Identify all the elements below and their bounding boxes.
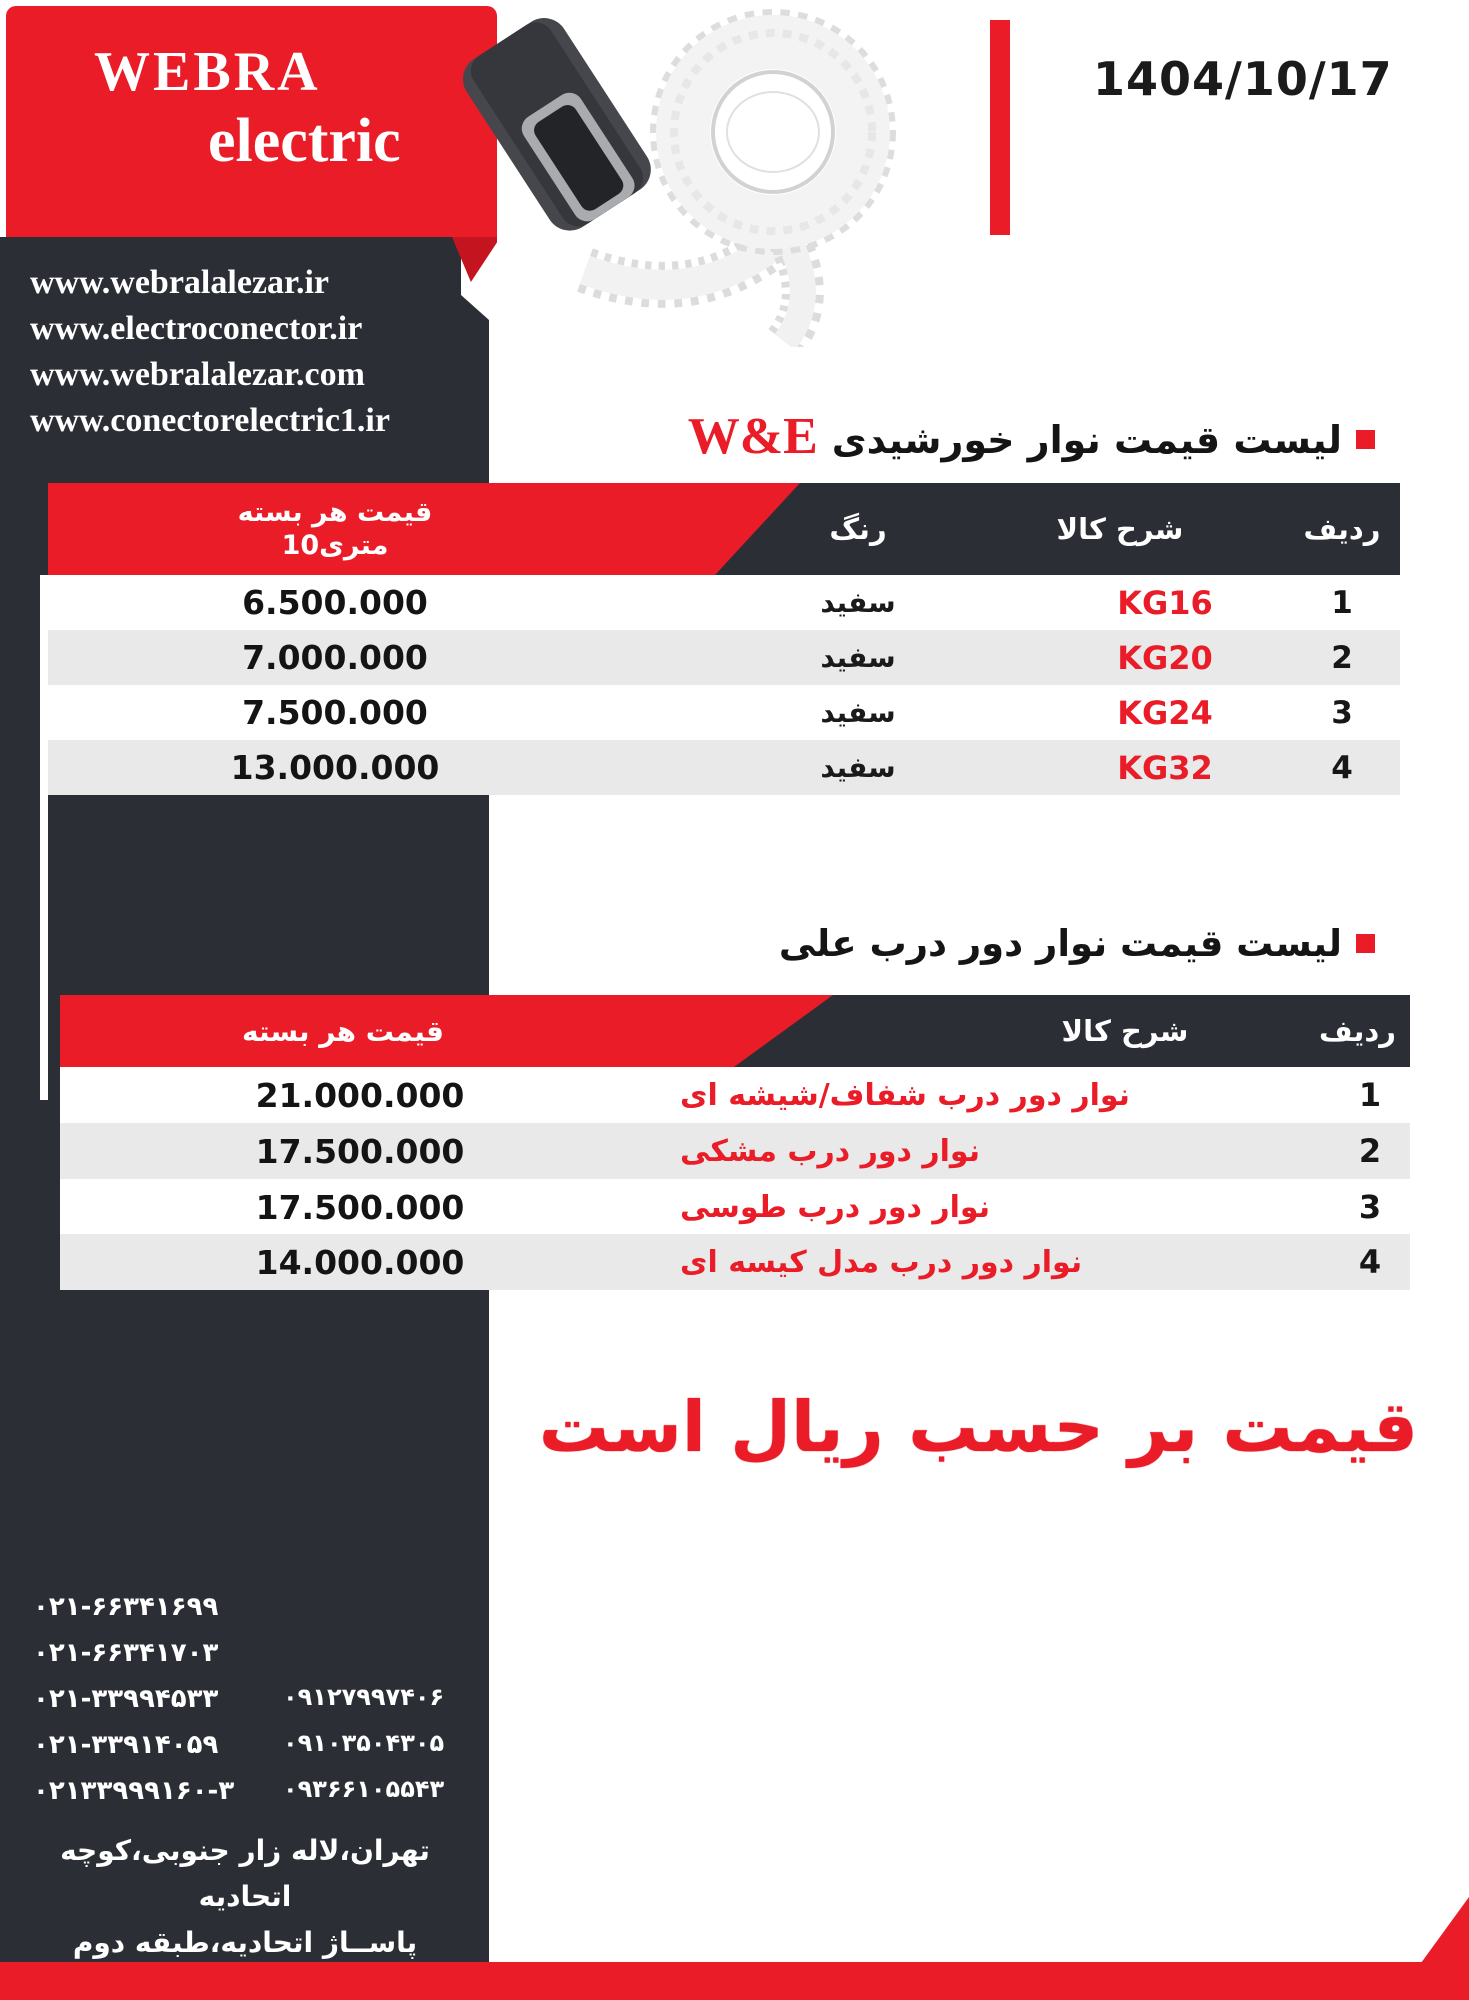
- row-number: 1: [1331, 584, 1353, 621]
- row-desc: KG24: [1117, 693, 1213, 732]
- bottom-red-corner: [1421, 1897, 1469, 1963]
- row-desc: KG16: [1117, 583, 1213, 622]
- table2-header: [60, 995, 1410, 1067]
- website-list: [30, 260, 460, 444]
- website-item: www.webralalezar.com: [30, 356, 365, 393]
- row-color: سفید: [820, 586, 896, 619]
- row-desc: نوار دور درب طوسی: [680, 1189, 991, 1225]
- ribbon-divider-line: [40, 575, 48, 1100]
- landline-list: [33, 1584, 234, 1814]
- table1-header: [48, 483, 1400, 575]
- row-number: 3: [1358, 1188, 1382, 1226]
- row-number: 2: [1331, 639, 1353, 676]
- table1-col-row: ردیف: [1303, 512, 1381, 546]
- table1-col-color: رنگ: [829, 512, 887, 546]
- row-desc: نوار دور درب مدل کیسه ای: [680, 1244, 1083, 1280]
- section2-title-fa: لیست قیمت نوار دور درب علی: [778, 922, 1342, 965]
- row-number: 4: [1331, 749, 1353, 786]
- table-row: [48, 630, 1400, 685]
- rial-notice: قیمت بر حسب ریال است: [538, 1386, 1418, 1468]
- website-item: www.conectorelectric1.ir: [30, 402, 390, 439]
- bullet-icon: [1356, 430, 1375, 449]
- row-price: 13.000.000: [230, 748, 440, 787]
- date: 1404/10/17: [1093, 52, 1393, 106]
- row-price: 17.500.000: [255, 1131, 465, 1171]
- date-accent-bar: [990, 20, 1010, 235]
- table1-col-price-line2: 10متری: [281, 530, 389, 561]
- logo-text-webra: WEBRA: [94, 41, 321, 103]
- row-color: سفید: [820, 641, 896, 674]
- row-price: 7.500.000: [242, 693, 428, 732]
- table-row: [48, 685, 1400, 740]
- phone-landline: ۰۲۱۳۳۹۹۹۱۶۰-۳: [33, 1776, 235, 1806]
- table2-col-desc: شرح کالا: [1061, 1014, 1189, 1048]
- address-line: پاســاژ اتحادیه،طبقه دوم: [72, 1926, 418, 1959]
- table2-col-row: ردیف: [1319, 1014, 1397, 1048]
- mobile-list: [283, 1674, 444, 1812]
- row-number: 1: [1358, 1076, 1382, 1114]
- phone-mobile: ۰۹۱۰۳۵۰۴۳۰۵: [283, 1729, 445, 1757]
- table1-col-price-line1: قیمت هر بسته: [237, 497, 433, 528]
- row-price: 7.000.000: [242, 638, 428, 677]
- phone-mobile: ۰۹۳۶۶۱۰۵۵۴۳: [283, 1775, 445, 1803]
- phone-landline: ۰۲۱-۶۶۳۴۱۷۰۳: [33, 1638, 219, 1668]
- table-row: [48, 575, 1400, 630]
- phone-landline: ۰۲۱-۶۶۳۴۱۶۹۹: [33, 1592, 219, 1622]
- row-desc: نوار دور درب شفاف/شیشه ای: [680, 1077, 1130, 1113]
- table-row: [48, 740, 1400, 795]
- section1-title-brand: W&E: [687, 408, 818, 465]
- row-price: 14.000.000: [255, 1242, 465, 1282]
- phone-landline: ۰۲۱-۳۳۹۱۴۰۵۹: [33, 1730, 219, 1760]
- section1-title: [687, 408, 1375, 466]
- row-number: 4: [1358, 1243, 1382, 1281]
- phone-mobile: ۰۹۱۲۷۹۹۷۴۰۶: [283, 1683, 445, 1711]
- section2-title: [779, 922, 1375, 965]
- row-price: 21.000.000: [255, 1075, 465, 1115]
- row-price: 6.500.000: [242, 583, 428, 622]
- row-desc: نوار دور درب مشکی: [680, 1133, 980, 1169]
- logo-text-electric: electric: [208, 107, 401, 175]
- bullet-icon: [1356, 934, 1375, 953]
- row-desc: KG20: [1117, 638, 1213, 677]
- table-row: [60, 1234, 1410, 1290]
- row-price: 17.500.000: [255, 1187, 465, 1227]
- table1-col-desc: شرح کالا: [1056, 512, 1184, 546]
- product-photo-spiral-wrap: [545, 2, 995, 347]
- bottom-red-band: [0, 1962, 1469, 2000]
- address-line: تهران،لاله زار جنوبی،کوچه اتحادیه: [60, 1834, 430, 1913]
- row-color: سفید: [820, 751, 896, 784]
- row-number: 3: [1331, 694, 1353, 731]
- table-row: [60, 1067, 1410, 1123]
- website-item: www.webralalezar.ir: [30, 264, 330, 301]
- table-row: [60, 1179, 1410, 1235]
- table1-col-price: [125, 483, 545, 575]
- table2-col-price: قیمت هر بسته: [242, 1014, 444, 1048]
- table-row: [60, 1123, 1410, 1179]
- phone-landline: ۰۲۱-۳۳۹۹۴۵۳۳: [33, 1684, 219, 1714]
- row-desc: KG32: [1117, 748, 1213, 787]
- row-color: سفید: [820, 696, 896, 729]
- website-item: www.electroconector.ir: [30, 310, 363, 347]
- section1-title-fa: لیست قیمت نوار خورشیدی: [831, 417, 1342, 462]
- row-number: 2: [1358, 1132, 1382, 1170]
